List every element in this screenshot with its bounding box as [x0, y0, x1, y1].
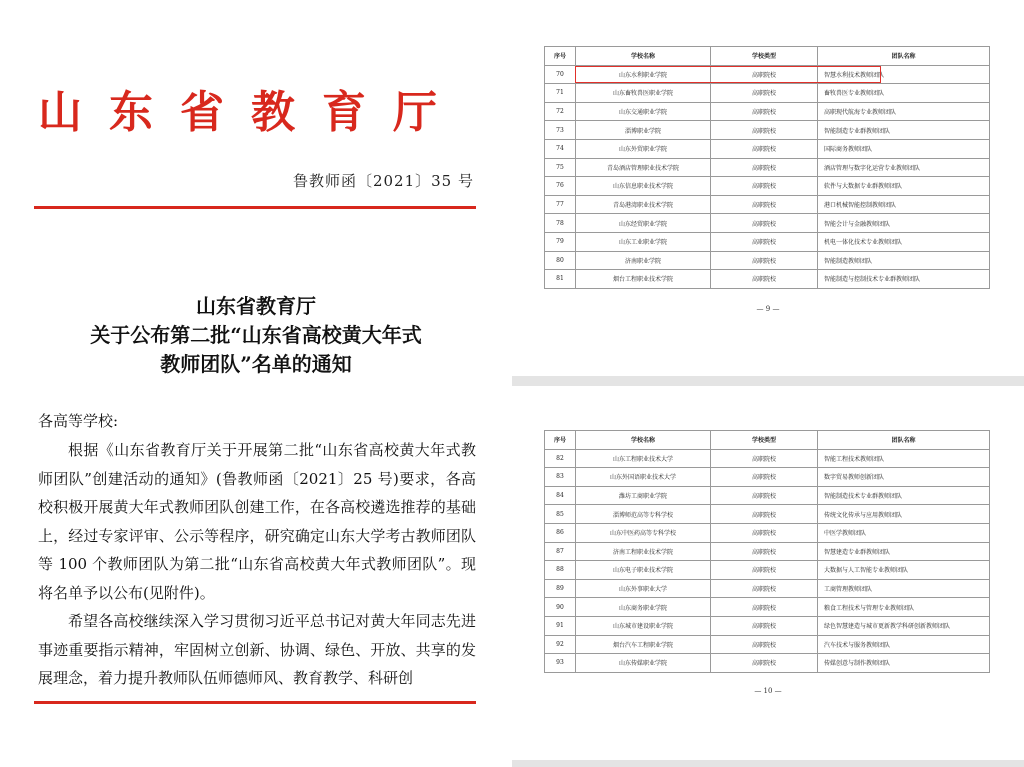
cell-index: 79 [545, 232, 576, 251]
cell-school-type: 高职院校 [711, 449, 818, 468]
cell-school-type: 高职院校 [711, 579, 818, 598]
header-type: 学校类型 [711, 47, 818, 66]
cell-school-type: 高职院校 [711, 139, 818, 158]
cell-school-name: 青岛港湾职业技术学院 [576, 195, 711, 214]
agency-name: 山东省教育厅 [38, 87, 464, 138]
cell-school-name: 山东交通职业学院 [576, 102, 711, 121]
headline-line-3: 教师团队”名单的通知 [160, 352, 352, 376]
cell-school-type: 高职院校 [711, 561, 818, 580]
cell-school-name: 烟台汽车工程职业学院 [576, 635, 711, 654]
cell-school-name: 潍坊工商职业学院 [576, 486, 711, 505]
table-page-9 [512, 0, 1024, 376]
cell-school-type: 高职院校 [711, 505, 818, 524]
cell-index: 80 [545, 251, 576, 270]
cell-team-name: 汽车技术与服务教师团队 [818, 635, 990, 654]
cell-school-type: 高职院校 [711, 542, 818, 561]
cell-school-type: 高职院校 [711, 214, 818, 233]
notice-body [38, 436, 476, 693]
header-index: 序号 [545, 431, 576, 450]
cell-index: 90 [545, 598, 576, 617]
cell-team-name: 工商管理教师团队 [818, 579, 990, 598]
cell-index: 70 [545, 65, 576, 84]
table-row [545, 102, 990, 121]
header-school: 学校名称 [576, 431, 711, 450]
page-separator [512, 376, 1024, 386]
cell-team-name: 中医学教师团队 [818, 523, 990, 542]
page-number: — 9 — [756, 305, 780, 313]
cell-team-name: 智能制造与控制技术专业群教师团队 [818, 270, 990, 289]
cell-school-name: 淄博师范高等专科学校 [576, 505, 711, 524]
cell-index: 84 [545, 486, 576, 505]
body-paragraph-2: 希望各高校继续深入学习贯彻习近平总书记对黄大年同志先进事迹重要指示精神，牢固树立创新、协调、绿色、开放、共享的发展理念，着力提升教师队伍师德师风、教育教学、科研创 [38, 612, 476, 687]
cell-index: 78 [545, 214, 576, 233]
table-body [545, 65, 990, 288]
table-row [545, 270, 990, 289]
table-row [545, 139, 990, 158]
table-row [545, 616, 990, 635]
cell-school-type: 高职院校 [711, 635, 818, 654]
cell-index: 82 [545, 449, 576, 468]
body-paragraph-1: 根据《山东省教育厅关于开展第二批“山东省高校黄大年式教师团队”创建活动的通知》(鲁教师函〔2021〕25 号)要求，各高校积极开展黄大年式教师团队创建工作，在各高校遴选推荐的基础上，经过专家评审、公示等程序，研究确定山东大学考古教师团队等 100 个教师团队为第二批“山东省高校黄大年式教师团队”。现将名单予以公布(见附件)。 [38, 441, 476, 602]
notice-headline [36, 292, 476, 379]
cell-index: 88 [545, 561, 576, 580]
cell-school-name: 山东工业职业学院 [576, 232, 711, 251]
cell-team-name: 传媒创意与制作教师团队 [818, 654, 990, 673]
table-row [545, 579, 990, 598]
cell-school-name: 济南工程职业技术学院 [576, 542, 711, 561]
cell-school-type: 高职院校 [711, 121, 818, 140]
salutation: 各高等学校: [38, 412, 119, 430]
table-row [545, 486, 990, 505]
header-school: 学校名称 [576, 47, 711, 66]
page-number: — 10 — [754, 687, 782, 695]
table-row [545, 654, 990, 673]
cell-school-type: 高职院校 [711, 486, 818, 505]
cell-team-name: 大数据与人工智能专业教师团队 [818, 561, 990, 580]
cell-school-name: 山东电子职业技术学院 [576, 561, 711, 580]
table-row [545, 542, 990, 561]
table-row [545, 195, 990, 214]
cell-school-name: 山东商务职业学院 [576, 598, 711, 617]
header-index: 序号 [545, 47, 576, 66]
cell-index: 73 [545, 121, 576, 140]
cell-index: 74 [545, 139, 576, 158]
cell-index: 83 [545, 468, 576, 487]
cell-team-name: 数字贸易教师创新团队 [818, 468, 990, 487]
cell-school-name: 山东中医药高等专科学校 [576, 523, 711, 542]
cell-school-name: 青岛酒店管理职业技术学院 [576, 158, 711, 177]
red-divider-top [34, 206, 476, 209]
cell-school-type: 高职院校 [711, 523, 818, 542]
cell-school-name: 山东水利职业学院 [576, 65, 711, 84]
cell-index: 76 [545, 177, 576, 196]
table-row [545, 468, 990, 487]
cell-team-name: 智能制造技术专业群教师团队 [818, 486, 990, 505]
cell-school-name: 山东信息职业技术学院 [576, 177, 711, 196]
cell-team-name: 软件与大数据专业群教师团队 [818, 177, 990, 196]
cell-school-type: 高职院校 [711, 177, 818, 196]
cell-team-name: 智慧水利技术教师团队 [818, 65, 990, 84]
highlight-box [575, 66, 881, 83]
cell-school-name: 济南职业学院 [576, 251, 711, 270]
table-header-row [545, 47, 990, 66]
table-row [545, 121, 990, 140]
cell-index: 93 [545, 654, 576, 673]
red-divider-bottom [34, 701, 476, 704]
table-row [545, 232, 990, 251]
cell-index: 71 [545, 84, 576, 103]
cell-school-name: 山东外事职业大学 [576, 579, 711, 598]
document-number: 鲁教师函〔2021〕35 号 [292, 172, 474, 190]
table-row [545, 561, 990, 580]
cell-index: 91 [545, 616, 576, 635]
cell-team-name: 粮食工程技术与管理专业教师团队 [818, 598, 990, 617]
table-row [545, 158, 990, 177]
table-row [545, 251, 990, 270]
cell-team-name: 智能会计与金融教师团队 [818, 214, 990, 233]
headline-line-2: 关于公布第二批“山东省高校黄大年式 [90, 323, 422, 347]
table-page-10 [512, 386, 1024, 762]
cell-school-type: 高职院校 [711, 84, 818, 103]
headline-line-1: 山东省教育厅 [196, 294, 316, 318]
table-row [545, 449, 990, 468]
cell-school-type: 高职院校 [711, 232, 818, 251]
cell-team-name: 智能工程技术教师团队 [818, 449, 990, 468]
cell-team-name: 港口机械智能控制教师团队 [818, 195, 990, 214]
cell-school-name: 山东外贸职业学院 [576, 139, 711, 158]
cell-school-name: 山东城市建设职业学院 [576, 616, 711, 635]
cell-index: 87 [545, 542, 576, 561]
table-row [545, 598, 990, 617]
cell-index: 89 [545, 579, 576, 598]
cell-school-type: 高职院校 [711, 598, 818, 617]
cell-team-name: 高职现代航海专业教师团队 [818, 102, 990, 121]
cell-school-name: 山东经贸职业学院 [576, 214, 711, 233]
table-row [545, 177, 990, 196]
cell-school-type: 高职院校 [711, 468, 818, 487]
table-row [545, 523, 990, 542]
cell-school-type: 高职院校 [711, 102, 818, 121]
cell-school-name: 山东畜牧兽医职业学院 [576, 84, 711, 103]
page-edge [512, 760, 1024, 767]
table-row [545, 214, 990, 233]
team-table-page-10 [544, 430, 990, 673]
header-type: 学校类型 [711, 431, 818, 450]
cell-school-type: 高职院校 [711, 195, 818, 214]
cell-team-name: 绿色智慧建造与城市更新教学科研创新教师团队 [818, 616, 990, 635]
cell-team-name: 智能制造教师团队 [818, 251, 990, 270]
cell-school-name: 山东外国语职业技术大学 [576, 468, 711, 487]
table-row [545, 635, 990, 654]
cell-school-type: 高职院校 [711, 251, 818, 270]
cell-school-name: 烟台工程职业技术学院 [576, 270, 711, 289]
cell-index: 77 [545, 195, 576, 214]
table-row [545, 84, 990, 103]
cell-index: 92 [545, 635, 576, 654]
cell-index: 81 [545, 270, 576, 289]
cell-school-type: 高职院校 [711, 654, 818, 673]
cell-school-type: 高职院校 [711, 616, 818, 635]
cell-team-name: 国际商务教师团队 [818, 139, 990, 158]
cell-school-name: 山东传媒职业学院 [576, 654, 711, 673]
cell-index: 85 [545, 505, 576, 524]
cell-team-name: 智慧建造专业群教师团队 [818, 542, 990, 561]
cell-index: 86 [545, 523, 576, 542]
cell-school-name: 山东工程职业技术大学 [576, 449, 711, 468]
cell-team-name: 传统文化传承与应用教师团队 [818, 505, 990, 524]
table-header-row [545, 431, 990, 450]
cell-school-type: 高职院校 [711, 270, 818, 289]
table-body [545, 449, 990, 672]
cell-team-name: 酒店管理与数字化运营专业教师团队 [818, 158, 990, 177]
cell-team-name: 畜牧兽医专业教师团队 [818, 84, 990, 103]
table-row [545, 505, 990, 524]
cell-school-type: 高职院校 [711, 65, 818, 84]
cell-team-name: 智能制造专业群教师团队 [818, 121, 990, 140]
cell-index: 75 [545, 158, 576, 177]
cell-school-name: 淄博职业学院 [576, 121, 711, 140]
cell-index: 72 [545, 102, 576, 121]
header-team: 团队名称 [818, 47, 990, 66]
header-team: 团队名称 [818, 431, 990, 450]
cell-team-name: 机电一体化技术专业教师团队 [818, 232, 990, 251]
cell-school-type: 高职院校 [711, 158, 818, 177]
